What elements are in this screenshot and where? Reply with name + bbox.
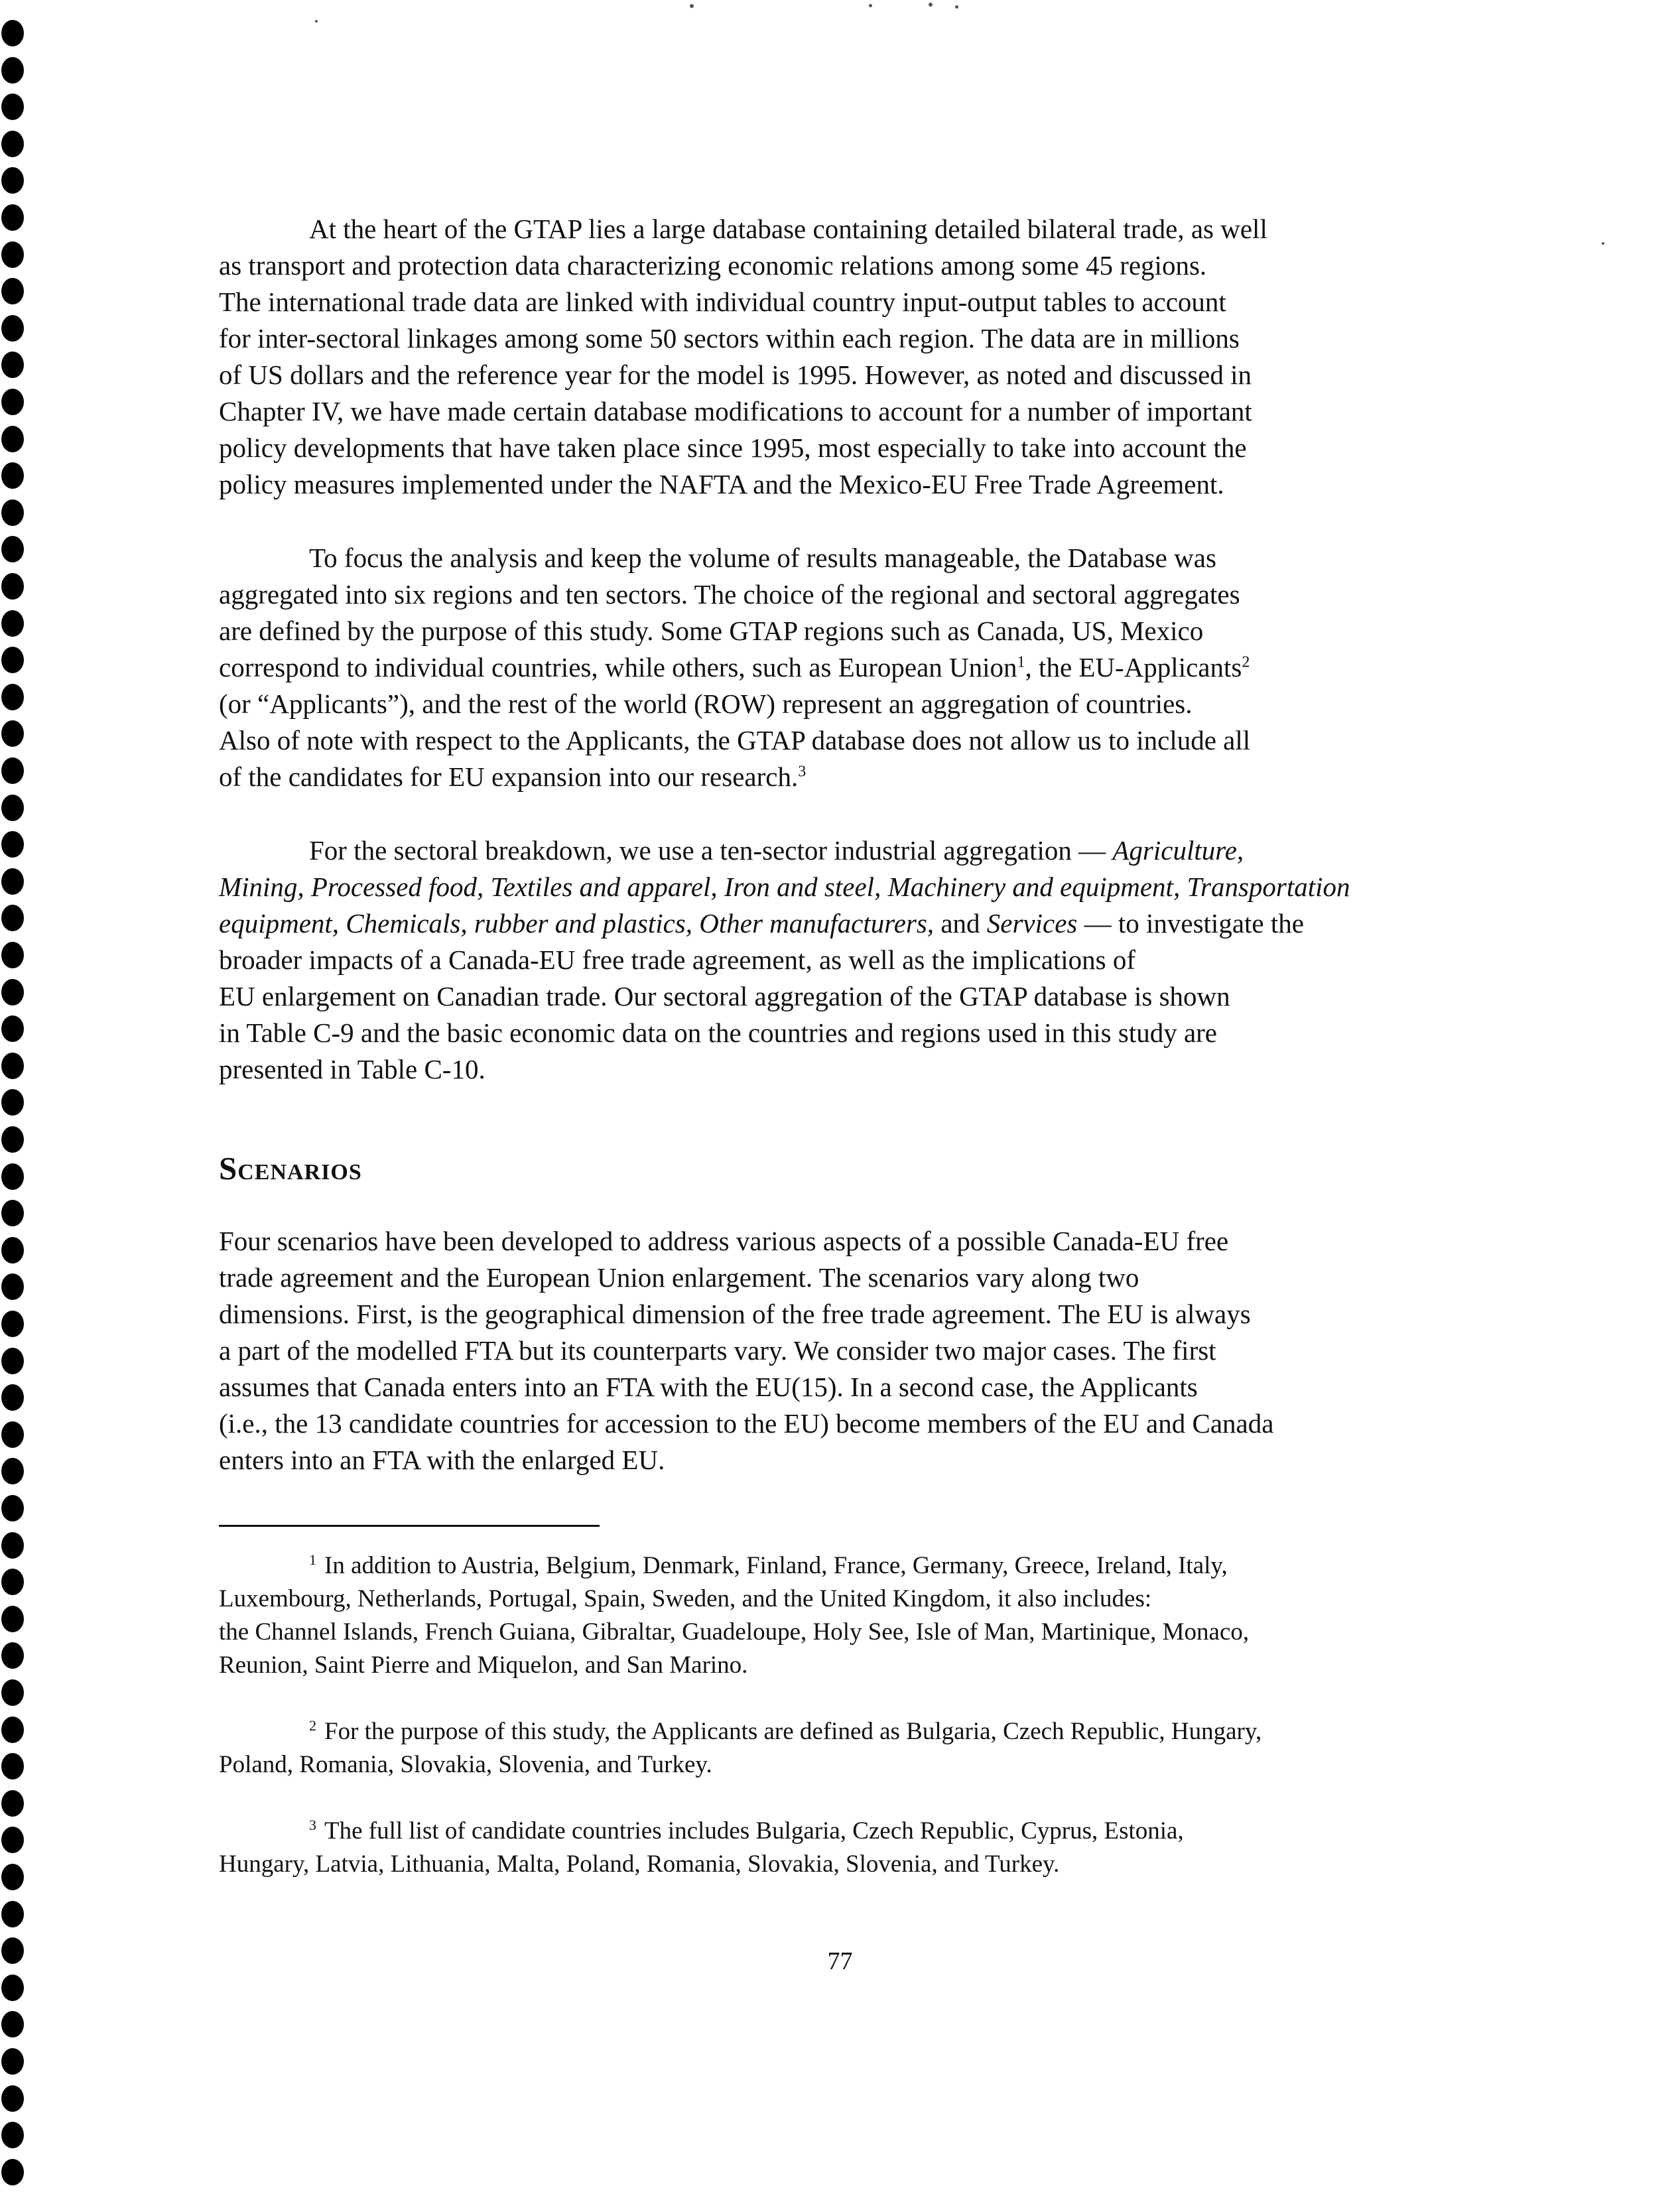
text-line: a part of the modelled FTA but its counterparts vary. We consider two major cases. The first (219, 1335, 1216, 1366)
punch-hole (1, 167, 24, 194)
punch-hole (1, 1827, 24, 1853)
scan-speck (955, 5, 958, 9)
punch-hole (1, 2085, 24, 2112)
punch-hole (1, 1532, 24, 1559)
punch-hole (1, 2159, 24, 2185)
sector-name-italic: Services (986, 908, 1078, 939)
punch-hole (1, 1717, 24, 1743)
text-line: (i.e., the 13 candidate countries for accession to the EU) become members of the EU and Canada (219, 1408, 1274, 1439)
text-line: aggregated into six regions and ten sectors. The choice of the regional and sectoral aggregates (219, 579, 1240, 610)
text-segment: In addition to Austria, Belgium, Denmark, Finland, France, Germany, Greece, Ireland, Italy, (324, 1552, 1228, 1579)
text-line: enters into an FTA with the enlarged EU. (219, 1445, 665, 1475)
footnote-2 (219, 1715, 1476, 1782)
text-line: To focus the analysis and keep the volume of results manageable, the Database was (309, 543, 1216, 573)
footnote-ref-3[interactable]: 3 (798, 763, 807, 781)
sector-name-italic: Mining, Processed food, Textiles and apparel, Iron and steel, Machinery and equipment, Transportation (219, 872, 1350, 902)
paragraph-gtap-database (219, 211, 1476, 503)
text-segment: — to investigate the (1077, 908, 1304, 939)
text-line: Chapter IV, we have made certain database modifications to account for a number of important (219, 396, 1252, 426)
text-line: the Channel Islands, French Guiana, Gibraltar, Guadeloupe, Holy See, Isle of Man, Martinique, Monaco, (219, 1618, 1250, 1646)
punch-hole (1, 684, 24, 710)
punch-hole (1, 131, 24, 157)
punch-hole (1, 1163, 24, 1190)
footnote-marker: 1 (309, 1551, 316, 1568)
text-line: Poland, Romania, Slovakia, Slovenia, and Turkey. (219, 1751, 712, 1778)
punch-hole (1, 573, 24, 600)
scan-speck (1602, 242, 1604, 245)
punch-hole (1, 57, 24, 84)
document-page (219, 211, 1476, 1881)
scan-speck (315, 20, 318, 23)
text-line: for inter-sectoral linkages among some 50 sectors within each region. The data are in millions (219, 323, 1240, 354)
punch-hole (1, 1864, 24, 1890)
text-line (219, 1549, 1476, 1583)
text-line: Hungary, Latvia, Lithuania, Malta, Poland, Romania, Slovakia, Slovenia, and Turkey. (219, 1851, 1060, 1878)
punch-hole (1, 905, 24, 931)
punch-hole (1, 536, 24, 562)
punch-hole (1, 647, 24, 673)
text-segment: correspond to individual countries, while others, such as European Union (219, 652, 1017, 682)
paragraph-aggregation (219, 540, 1476, 795)
text-segment: For the sectoral breakdown, we use a ten-sector industrial aggregation — (309, 835, 1113, 866)
text-line (219, 1815, 1476, 1848)
text-line: Luxembourg, Netherlands, Portugal, Spain, Sweden, and the United Kingdom, it also includes: (219, 1585, 1152, 1612)
sector-name-italic: equipment, Chemicals, rubber and plastics, Other manufacturers, (219, 908, 935, 939)
sector-name-italic: Agriculture, (1112, 835, 1244, 866)
text-line: The international trade data are linked with individual country input-output tables to account (219, 287, 1226, 317)
punch-hole (1, 1015, 24, 1042)
punch-hole (1, 278, 24, 304)
punch-hole (1, 2122, 24, 2148)
text-segment: For the purpose of this study, the Applicants are defined as Bulgaria, Czech Republic, Hungary, (324, 1718, 1262, 1745)
punch-hole (1, 610, 24, 637)
punch-hole (1, 1753, 24, 1780)
text-line: trade agreement and the European Union enlargement. The scenarios vary along two (219, 1262, 1139, 1293)
page-number: 77 (827, 1947, 853, 1975)
scan-speck (690, 4, 694, 8)
punch-hole (1, 1311, 24, 1337)
footnote-ref-1[interactable]: 1 (1017, 653, 1025, 671)
paragraph-scenarios (219, 1223, 1476, 1478)
text-line: (or “Applicants”), and the rest of the world (ROW) represent an aggregation of countries. (219, 688, 1193, 719)
punch-hole (1, 426, 24, 452)
punch-hole (1, 315, 24, 342)
text-line (219, 905, 1476, 942)
text-line: assumes that Canada enters into an FTA with the EU(15). In a second case, the Applicants (219, 1372, 1198, 1402)
punch-hole (1, 2011, 24, 2038)
punch-hole (1, 94, 24, 120)
text-line: are defined by the purpose of this study. Some GTAP regions such as Canada, US, Mexico (219, 616, 1204, 646)
footnote-marker: 3 (309, 1816, 316, 1833)
text-line: presented in Table C-10. (219, 1054, 485, 1084)
text-line: At the heart of the GTAP lies a large database containing detailed bilateral trade, as well (309, 214, 1267, 244)
punch-hole (1, 1679, 24, 1706)
text-line: broader impacts of a Canada-EU free trade agreement, as well as the implications of (219, 944, 1136, 975)
scan-speck (929, 3, 933, 7)
punch-hole (1, 241, 24, 268)
punch-hole (1, 1495, 24, 1522)
punch-hole (1, 1901, 24, 1927)
footnote-1 (219, 1549, 1476, 1682)
punch-hole (1, 1606, 24, 1632)
punch-hole (1, 204, 24, 231)
punch-hole (1, 1642, 24, 1669)
punch-hole (1, 1421, 24, 1448)
text-segment: The full list of candidate countries includes Bulgaria, Czech Republic, Cyprus, Estonia, (324, 1817, 1184, 1845)
paragraph-sectoral-breakdown (219, 832, 1476, 1088)
text-line (219, 832, 1476, 869)
punch-hole (1, 868, 24, 895)
punch-hole (1, 2048, 24, 2075)
punch-hole (1, 757, 24, 784)
footnote-ref-2[interactable]: 2 (1242, 653, 1250, 671)
punch-hole (1, 1089, 24, 1116)
punch-hole (1, 1384, 24, 1411)
text-line: in Table C-9 and the basic economic data on the countries and regions used in this study are (219, 1017, 1218, 1048)
text-line (219, 1715, 1476, 1748)
text-line: policy developments that have taken place since 1995, most especially to take into account the (219, 432, 1247, 463)
text-segment: and (934, 908, 987, 939)
text-line: EU enlargement on Canadian trade. Our sectoral aggregation of the GTAP database is shown (219, 981, 1230, 1011)
text-line (219, 759, 1476, 795)
text-line: dimensions. First, is the geographical dimension of the free trade agreement. The EU is always (219, 1299, 1251, 1329)
scan-speck (869, 4, 872, 7)
punch-hole (1, 979, 24, 1006)
text-line: Four scenarios have been developed to address various aspects of a possible Canada-EU free (219, 1226, 1229, 1256)
punch-hole (1, 942, 24, 968)
punch-hole (1, 1458, 24, 1484)
punch-hole (1, 1126, 24, 1153)
punch-hole (1, 1975, 24, 2001)
punch-hole (1, 499, 24, 526)
footnote-marker: 2 (309, 1717, 316, 1734)
text-line: as transport and protection data characterizing economic relations among some 45 regions. (219, 250, 1207, 281)
text-line: Also of note with respect to the Applicants, the GTAP database does not allow us to include all (219, 725, 1251, 755)
punch-hole (1, 20, 24, 46)
punch-hole (1, 831, 24, 858)
text-line: policy measures implemented under the NAFTA and the Mexico-EU Free Trade Agreement. (219, 469, 1224, 499)
punch-hole (1, 352, 24, 378)
footnote-3 (219, 1815, 1476, 1881)
text-segment: of the candidates for EU expansion into our research. (219, 761, 799, 792)
text-line (219, 649, 1476, 686)
punch-hole (1, 462, 24, 489)
punch-hole (1, 720, 24, 747)
punch-hole (1, 1200, 24, 1226)
punch-hole (1, 1273, 24, 1300)
text-line: Reunion, Saint Pierre and Miquelon, and San Marino. (219, 1652, 748, 1679)
punch-hole (1, 1237, 24, 1264)
punch-hole (1, 1053, 24, 1079)
text-line: of US dollars and the reference year for the model is 1995. However, as noted and discussed in (219, 359, 1252, 390)
text-line (219, 869, 1476, 905)
punch-hole (1, 1348, 24, 1374)
section-heading-scenarios: Scenarios (219, 1150, 362, 1187)
punch-hole (1, 1569, 24, 1595)
punch-hole (1, 1790, 24, 1817)
text-segment: , the EU-Applicants (1025, 652, 1242, 682)
binder-punch-holes (0, 20, 27, 2208)
punch-hole (1, 389, 24, 415)
punch-hole (1, 795, 24, 821)
